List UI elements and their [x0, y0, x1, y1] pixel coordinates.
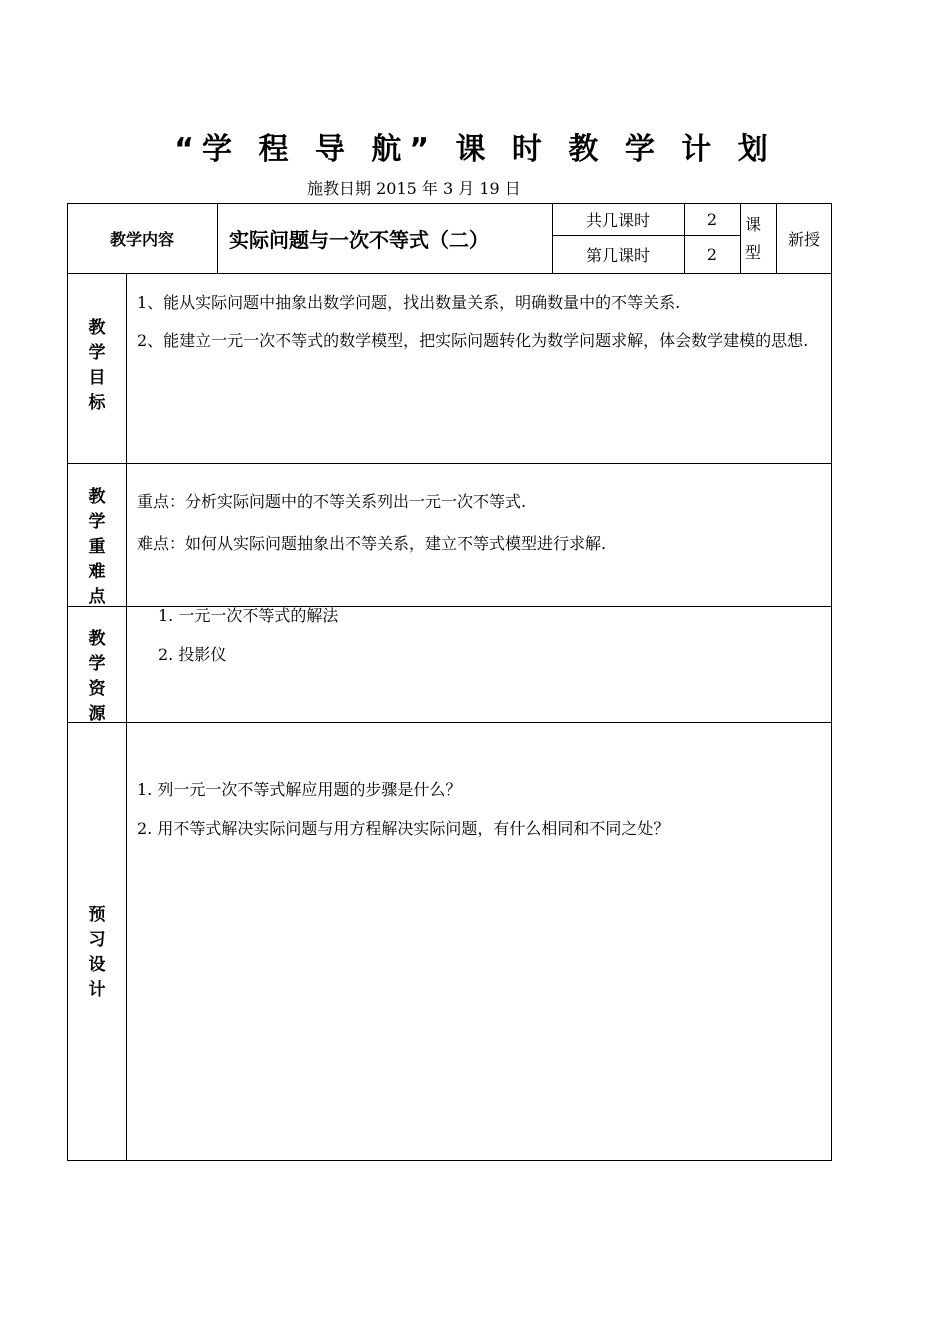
preview-item-1: 1. 列一元一次不等式解应用题的步骤是什么？	[137, 780, 462, 799]
preview-label: 预习设计	[88, 905, 106, 1000]
document-title: “学 程 导 航” 课 时 教 学 计 划	[174, 132, 776, 167]
col-divider	[217, 203, 218, 273]
key-points-label: 教学重难点	[88, 487, 106, 607]
col-divider	[126, 273, 127, 1161]
row-divider	[67, 722, 832, 723]
resources-label: 教学资源	[88, 629, 106, 724]
objective-item-2: 2、能建立一元一次不等式的数学模型，把实际问题转化为数学问题求解，体会数学建模的思想.	[137, 331, 809, 350]
table-border-bottom	[67, 1160, 832, 1161]
lesson-topic: 实际问题与一次不等式（二）	[229, 227, 489, 252]
table-border-right	[831, 203, 832, 1161]
content-label: 教学内容	[109, 229, 174, 249]
total-lessons-value: 2	[706, 209, 718, 229]
resource-item-2: 2. 投影仪	[158, 645, 227, 664]
col-divider	[740, 203, 741, 273]
objectives-label: 教学目标	[88, 318, 106, 413]
resource-item-1: 1. 一元一次不等式的解法	[158, 606, 339, 625]
total-lessons-label: 共几课时	[585, 210, 650, 230]
preview-item-2: 2. 用不等式解决实际问题与用方程解决实际问题，有什么相同和不同之处？	[137, 819, 670, 838]
objective-item-1: 1、能从实际问题中抽象出数学问题，找出数量关系，明确数量中的不等关系.	[137, 293, 681, 312]
lesson-type-label: 课型	[745, 215, 762, 262]
lesson-number-label: 第几课时	[585, 246, 650, 265]
row-divider	[67, 463, 832, 464]
key-point-difficulty: 难点：如何从实际问题抽象出不等关系，建立不等式模型进行求解.	[137, 534, 607, 553]
lesson-type-value: 新授	[787, 229, 820, 249]
table-border-left	[67, 203, 68, 1161]
row-divider	[67, 273, 832, 274]
lesson-plan-table	[67, 203, 832, 1161]
teaching-date: 施教日期 2015 年 3 月 19 日	[307, 179, 521, 198]
lesson-number-value: 2	[706, 245, 718, 264]
key-point-focus: 重点：分析实际问题中的不等关系列出一元一次不等式.	[137, 492, 527, 511]
